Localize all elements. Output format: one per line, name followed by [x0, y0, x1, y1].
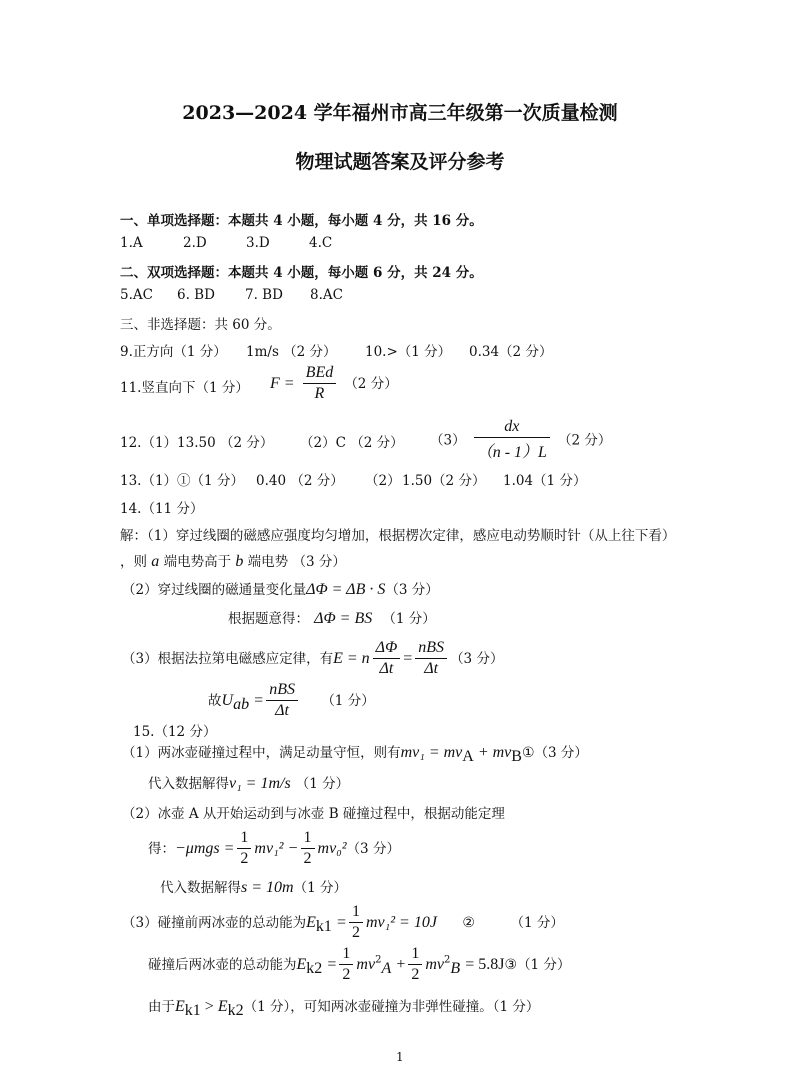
answer-1: 1.A [120, 235, 143, 251]
eq-mark-3: ③ [504, 957, 518, 973]
q14-step2b: 根据题意得： ΔΦ = BS （1 分） [228, 610, 436, 627]
answer-7: 7. BD [245, 287, 283, 303]
half-3: $\frac{1}{2}$ [349, 903, 363, 942]
q14-frac-2: $\frac{\text{nBS}}{\Delta t}$ [415, 639, 447, 678]
answer-5: 5.AC [120, 287, 153, 303]
q11-num: BEd [303, 364, 337, 384]
q14-frac-1: $\frac{\Delta\Phi}{\Delta t}$ [373, 639, 401, 678]
q15-step8: 由于$E_{k1} > E_{k2}(1$ 分），可知两冰壶碰撞为非弹性碰撞。（1 分） [148, 998, 540, 1020]
half-4: $\frac{1}{2}$ [339, 945, 353, 984]
q14-step4: 故$U_{ab}$ = $\frac{\text{nBS}}{\Delta t}$ （1 分） [208, 681, 375, 719]
q12-num: dx [474, 418, 550, 438]
q11-den: R [314, 385, 325, 402]
q13-part1: 13.（1）①（1 分） [120, 473, 244, 489]
q13-part2: 0.40 （2 分） [256, 473, 344, 489]
answer-8: 8.AC [310, 287, 343, 303]
q9-answer: 9.正方向（1 分） [120, 344, 227, 360]
q14-step1: 解：（1）穿过线圈的磁感应强度均匀增加，根据楞次定律，感应电动势顺时针（从上往下看） [120, 528, 676, 544]
q10-value: 0.34（2 分） [469, 344, 553, 360]
q14-frac-3: $\frac{\text{nBS}}{\Delta t}$ [266, 681, 298, 720]
page-number: 1 [396, 1050, 404, 1064]
q12-score: （2 分） [558, 432, 612, 449]
q13-part3: （2） [365, 473, 401, 489]
q12-den: （n - 1）L [476, 444, 547, 461]
q11-formula [270, 364, 398, 403]
q15-label: 15.（12 分） [133, 724, 217, 740]
q15-step3: （2）冰壶 A 从开始运动到与冰壶 B 碰撞过程中，根据动能定理 [122, 806, 505, 822]
q14-label: 14.（11 分） [120, 501, 204, 517]
half-2: $\frac{1}{2}$ [301, 829, 315, 868]
section-heading-single-choice: 一、单项选择题：本题共 4 小题，每小题 4 分，共 16 分。 [120, 213, 483, 229]
q9-speed: 1m/s （2 分） [246, 344, 337, 360]
half-5: $\frac{1}{2}$ [408, 945, 422, 984]
eq-mark-1: ① [521, 745, 535, 761]
q10-answer: 10.>（1 分） [365, 344, 452, 360]
q15-step4: 得：−μmgs = $\frac{1}{2}$ mv₁² − $\frac{1}{2}$ mv₀²（3 分） [148, 829, 400, 867]
section-heading-non-choice: 三、非选择题：共 60 分。 [120, 317, 281, 333]
q11-answer: 11.竖直向下（1 分） [120, 380, 249, 396]
eq-mark-2: ② [462, 915, 475, 931]
q13-part5: 1.04（1 分） [503, 473, 587, 489]
q11-fraction [303, 364, 337, 403]
page-title: 2023—2024 学年福州市高三年级第一次质量检测 [182, 102, 618, 124]
answer-4: 4.C [309, 235, 333, 251]
section-heading-double-choice: 二、双项选择题：本题共 4 小题，每小题 6 分，共 24 分。 [120, 265, 483, 281]
q15-step2: 代入数据解得v₁ = 1m/s （1 分） [148, 775, 350, 792]
page-subtitle: 物理试题答案及评分参考 [295, 151, 505, 173]
half-1: $\frac{1}{2}$ [237, 829, 251, 868]
q15-step6: （3）碰撞前两冰壶的总动能为$E_{k1}$ = $\frac{1}{2}$ mv₁² = 10J ② （1 分） [122, 903, 564, 941]
q14-step3: （3）根据法拉第电磁感应定律，有E = n $\frac{\Delta\Phi}{\Delta t}$ = $\frac{\text{nBS}}{\Delta t}$ （3 分） [122, 639, 504, 677]
q14-eq-flux-change: ΔΦ = ΔB · S [306, 581, 386, 598]
q12-part3-label: （3） [430, 432, 466, 449]
q12-fraction [474, 418, 550, 462]
q12-part3 [430, 418, 611, 462]
q15-step7: 碰撞后两冰壶的总动能为$E_{k2}$ = $\frac{1}{2}$ $mv^2_A$ + $\frac{1}{2}$ $mv^2_B$ = 5.8J③（1 分） [148, 945, 571, 983]
q15-step5: 代入数据解得s = 10m（1 分） [160, 879, 347, 896]
q11-lhs: F = [270, 375, 295, 392]
q14-step1-cont: ，则 a 端电势高于 b 端电势 （3 分） [120, 553, 346, 570]
q11-score: （2 分） [344, 376, 398, 392]
q14-eq-flux: ΔΦ = BS [314, 610, 373, 627]
answer-6: 6. BD [177, 287, 215, 303]
answer-2: 2.D [183, 235, 207, 251]
q13-part4: 1.50（2 分） [402, 473, 486, 489]
point-a: a [151, 553, 160, 570]
q12-part2: （2）C （2 分） [300, 435, 404, 451]
point-b: b [235, 553, 244, 570]
q12-part1: 12.（1）13.50 （2 分） [120, 435, 274, 451]
q14-step2: （2）穿过线圈的磁通量变化量ΔΦ = ΔB · S（3 分） [122, 581, 439, 598]
q15-step1: （1）两冰壶碰撞过程中，满足动量守恒，则有$mv_1 = mv_A$ + $mv_B①(3$ 分） [122, 744, 588, 766]
answer-3: 3.D [246, 235, 270, 251]
